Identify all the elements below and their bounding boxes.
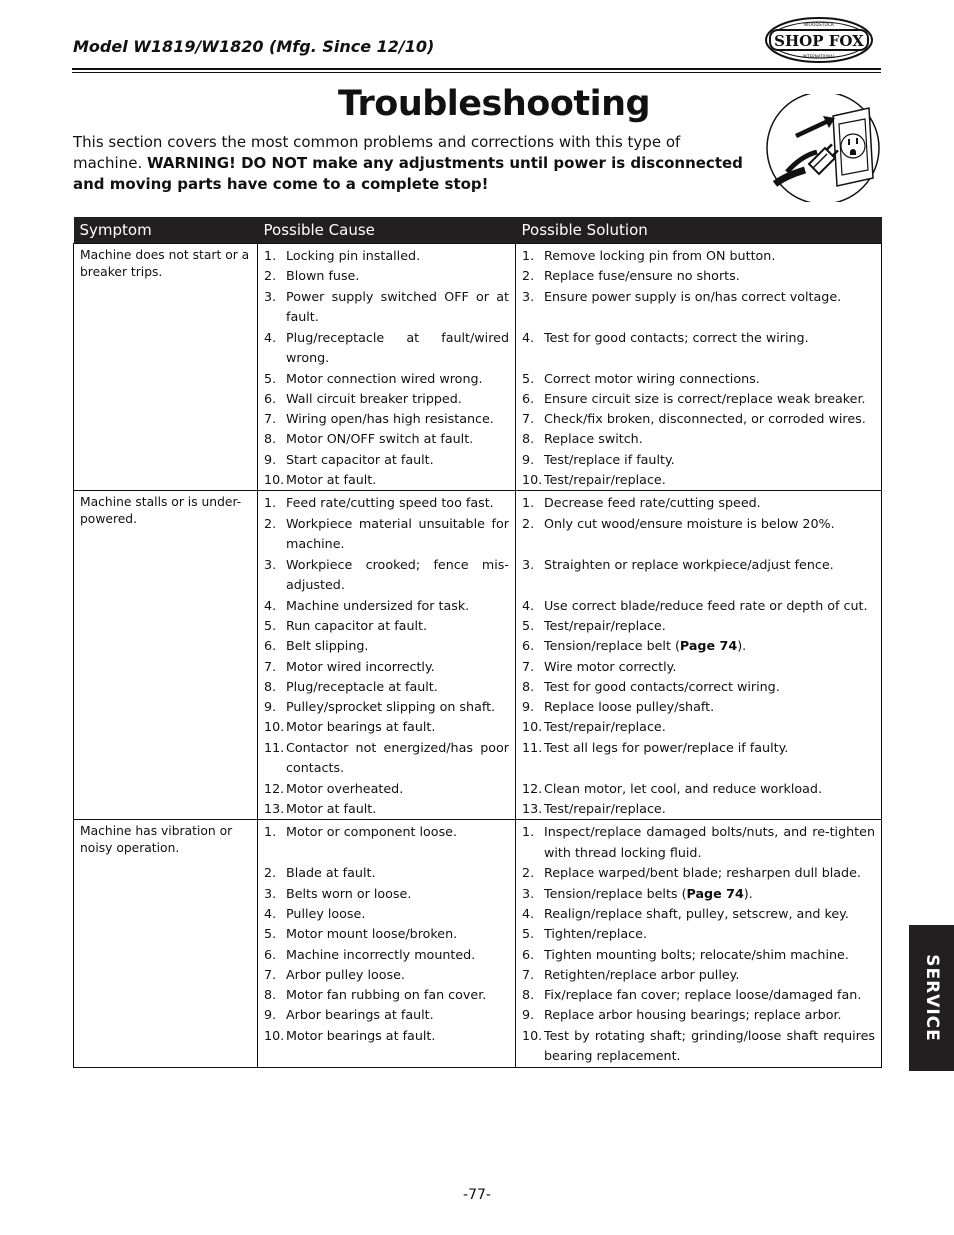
cause-list [264, 822, 509, 1066]
item-text: Pulley loose. [286, 905, 366, 921]
item-text: Test/replace if faulty. [544, 451, 675, 467]
cause-item [264, 738, 509, 779]
solution-list [522, 493, 875, 819]
cause-item [264, 514, 509, 555]
item-text: Test/repair/replace. [544, 472, 666, 488]
solution-item [522, 884, 875, 904]
item-number: 1. [522, 495, 535, 511]
cause-item [264, 555, 509, 596]
solution-item [522, 450, 875, 470]
cause-item [264, 965, 509, 985]
cause-item [264, 596, 509, 616]
item-text: Ensure circuit size is correct/replace weak breaker. [544, 390, 866, 406]
item-number: 13. [522, 801, 543, 817]
item-text: Motor bearings at fault. [286, 1027, 436, 1043]
item-text: Motor wired incorrectly. [286, 658, 435, 674]
solution-item [522, 945, 875, 965]
solution-list [522, 822, 875, 1066]
item-text: Check/fix broken, disconnected, or corroded wires. [544, 411, 866, 427]
item-text: Arbor bearings at fault. [286, 1007, 434, 1023]
solution-item [522, 409, 875, 429]
item-number: 5. [264, 370, 277, 386]
item-text: Motor connection wired wrong. [286, 370, 483, 386]
table-row [74, 491, 882, 820]
svg-text:INTERNATIONAL: INTERNATIONAL [802, 54, 836, 59]
cause-item [264, 697, 509, 717]
item-number: 5. [264, 926, 277, 942]
solution-item [522, 717, 875, 737]
item-number: 4. [522, 329, 535, 345]
cause-item [264, 616, 509, 636]
cause-item [264, 924, 509, 944]
cause-item [264, 822, 509, 863]
item-text: Workpiece material unsuitable for machine. [286, 515, 509, 551]
cause-item [264, 389, 509, 409]
header-symptom: Symptom [74, 217, 258, 244]
item-number: 9. [264, 451, 277, 467]
item-text: Use correct blade/reduce feed rate or depth of cut. [544, 597, 868, 613]
troubleshooting-table [73, 217, 882, 1068]
solution-list [522, 246, 875, 490]
item-number: 5. [264, 617, 277, 633]
solution-item [522, 924, 875, 944]
table-row [74, 244, 882, 491]
item-text: Machine incorrectly mounted. [286, 946, 476, 962]
item-number: 9. [522, 1007, 535, 1023]
item-number: 2. [264, 268, 277, 284]
cause-item [264, 1005, 509, 1025]
solution-item [522, 246, 875, 266]
item-text: Fix/replace fan cover; replace loose/damaged fan. [544, 987, 862, 1003]
item-text: Motor fan rubbing on fan cover. [286, 987, 487, 1003]
item-number: 3. [522, 885, 535, 901]
item-text: Belt slipping. [286, 638, 369, 654]
service-tab [909, 925, 954, 1071]
item-number: 7. [264, 411, 277, 427]
intro-text: This section covers the most common problems and corrections with this type of machine. [73, 133, 681, 172]
item-number: 6. [264, 638, 277, 654]
item-number: 10. [522, 719, 543, 735]
cause-item [264, 246, 509, 266]
item-number: 9. [522, 699, 535, 715]
item-number: 6. [264, 390, 277, 406]
item-number: 3. [264, 556, 277, 572]
intro-warning: WARNING! DO NOT make any adjustments until power is disconnected and moving parts have come to a complete stop! [73, 154, 743, 193]
item-text: Ensure power supply is on/has correct voltage. [544, 288, 842, 304]
cause-item [264, 369, 509, 389]
solution-cell [516, 820, 882, 1067]
solution-item [522, 514, 875, 555]
item-text: Blown fuse. [286, 268, 360, 284]
item-number: 1. [264, 824, 277, 840]
cause-item [264, 799, 509, 819]
item-text: Arbor pulley loose. [286, 966, 405, 982]
item-text: Workpiece crooked; fence mis-adjusted. [286, 556, 509, 592]
cause-item [264, 266, 509, 286]
item-number: 8. [522, 431, 535, 447]
symptom-cell: Machine does not start or a breaker trips. [74, 244, 258, 491]
item-text: Contactor not energized/has poor contacts. [286, 739, 509, 776]
item-text: Motor ON/OFF switch at fault. [286, 431, 474, 447]
item-text: Straighten or replace workpiece/adjust fence. [544, 556, 834, 572]
solution-cell [516, 491, 882, 820]
cause-item [264, 328, 509, 369]
item-number: 10. [264, 472, 285, 488]
cause-item [264, 677, 509, 697]
page-title: Troubleshooting [338, 84, 651, 124]
item-text: Tension/replace belt (Page 74). [544, 638, 747, 654]
shop-fox-logo [764, 16, 874, 64]
item-number: 11. [264, 739, 285, 755]
cause-cell [258, 491, 516, 820]
item-text: Wiring open/has high resistance. [286, 411, 494, 427]
item-text: Remove locking pin from ON button. [544, 248, 776, 263]
item-text: Belts worn or loose. [286, 885, 412, 901]
item-text: Motor overheated. [286, 780, 404, 796]
item-number: 6. [264, 946, 277, 962]
item-text: Motor mount loose/broken. [286, 926, 458, 942]
item-number: 4. [522, 597, 535, 613]
svg-text:WOODSTOCK: WOODSTOCK [803, 23, 835, 28]
model-header: Model W1819/W1820 (Mfg. Since 12/10) [73, 37, 435, 56]
cause-item [264, 884, 509, 904]
item-number: 3. [522, 288, 535, 304]
item-number: 10. [522, 472, 543, 488]
cause-item [264, 945, 509, 965]
item-number: 7. [522, 658, 535, 674]
item-number: 10. [522, 1027, 543, 1043]
item-number: 7. [522, 411, 535, 427]
item-number: 2. [522, 865, 535, 881]
solution-item [522, 799, 875, 819]
item-text: Replace warped/bent blade; resharpen dull blade. [544, 865, 861, 881]
item-number: 9. [522, 451, 535, 467]
item-number: 9. [264, 1007, 277, 1023]
item-number: 1. [264, 248, 277, 263]
item-number: 10. [264, 719, 285, 735]
item-text: Power supply switched OFF or at fault. [286, 288, 509, 324]
item-text: Plug/receptacle at fault/wired wrong. [286, 329, 509, 365]
item-text: Motor bearings at fault. [286, 719, 436, 735]
item-text: Run capacitor at fault. [286, 617, 428, 633]
solution-item [522, 287, 875, 328]
item-text: Tension/replace belts (Page 74). [544, 885, 753, 901]
cause-item [264, 493, 509, 513]
item-text: Feed rate/cutting speed too fast. [286, 495, 494, 511]
header-rule-thin [72, 72, 881, 73]
solution-item [522, 677, 875, 697]
item-text: Replace arbor housing bearings; replace arbor. [544, 1007, 842, 1023]
item-number: 8. [522, 987, 535, 1003]
header-rule [72, 68, 881, 70]
item-text: Motor or component loose. [286, 824, 458, 840]
item-number: 2. [522, 268, 535, 284]
solution-item [522, 636, 875, 656]
symptom-cell: Machine stalls or is under-powered. [74, 491, 258, 820]
item-text: Replace loose pulley/shaft. [544, 699, 715, 715]
page-number: -77- [463, 1187, 491, 1203]
solution-item [522, 470, 875, 490]
item-text: Wall circuit breaker tripped. [286, 390, 462, 406]
item-text: Test all legs for power/replace if faulty. [544, 739, 789, 755]
svg-text:SHOP FOX: SHOP FOX [774, 32, 864, 50]
item-text: Decrease feed rate/cutting speed. [544, 495, 761, 511]
item-number: 8. [264, 678, 277, 694]
header-solution: Possible Solution [516, 217, 882, 244]
item-number: 10. [264, 1027, 285, 1043]
item-number: 4. [264, 329, 277, 345]
solution-item [522, 493, 875, 513]
cause-item [264, 717, 509, 737]
cause-item [264, 657, 509, 677]
item-text: Clean motor, let cool, and reduce workload. [544, 780, 823, 796]
symptom-cell: Machine has vibration or noisy operation. [74, 820, 258, 1067]
item-number: 4. [522, 905, 535, 921]
cause-list [264, 246, 509, 490]
item-text: Test for good contacts/correct wiring. [544, 678, 780, 694]
item-text: Machine undersized for task. [286, 597, 470, 613]
item-number: 13. [264, 801, 285, 817]
table-row [74, 820, 882, 1067]
item-text: Retighten/replace arbor pulley. [544, 966, 740, 982]
solution-item [522, 985, 875, 1005]
item-text: Start capacitor at fault. [286, 451, 434, 467]
solution-item [522, 965, 875, 985]
item-number: 8. [522, 678, 535, 694]
solution-item [522, 266, 875, 286]
item-text: Tighten/replace. [544, 926, 647, 942]
item-number: 3. [264, 885, 277, 901]
item-number: 2. [264, 865, 277, 881]
solution-item [522, 389, 875, 409]
item-number: 7. [264, 966, 277, 982]
solution-cell [516, 244, 882, 491]
solution-item [522, 863, 875, 883]
item-number: 2. [264, 515, 277, 531]
solution-item [522, 616, 875, 636]
cause-item [264, 470, 509, 490]
solution-item [522, 657, 875, 677]
cause-item [264, 287, 509, 328]
table-header-row [74, 217, 882, 244]
cause-list [264, 493, 509, 819]
item-number: 6. [522, 390, 535, 406]
item-text: Blade at fault. [286, 865, 376, 881]
item-number: 7. [264, 658, 277, 674]
item-text: Tighten mounting bolts; relocate/shim machine. [544, 946, 849, 962]
item-number: 3. [522, 556, 535, 572]
item-text: Pulley/sprocket slipping on shaft. [286, 699, 496, 715]
cause-item [264, 636, 509, 656]
item-number: 5. [522, 617, 535, 633]
solution-item [522, 555, 875, 596]
cause-item [264, 985, 509, 1005]
item-text: Realign/replace shaft, pulley, setscrew, and key. [544, 905, 849, 921]
solution-item [522, 738, 875, 779]
item-text: Motor at fault. [286, 801, 377, 817]
item-number: 4. [264, 597, 277, 613]
item-number: 1. [522, 824, 535, 840]
item-text: Correct motor wiring connections. [544, 370, 760, 386]
cause-item [264, 450, 509, 470]
cause-cell [258, 820, 516, 1067]
item-text: Test/repair/replace. [544, 617, 666, 633]
item-text: Only cut wood/ensure moisture is below 20%. [544, 515, 835, 531]
solution-item [522, 822, 875, 863]
item-text: Test/repair/replace. [544, 719, 666, 735]
item-number: 5. [522, 370, 535, 386]
item-number: 4. [264, 905, 277, 921]
solution-item [522, 697, 875, 717]
item-text: Replace fuse/ensure no shorts. [544, 268, 740, 284]
item-text: Replace switch. [544, 431, 643, 447]
solution-item [522, 369, 875, 389]
item-text: Locking pin installed. [286, 248, 421, 263]
cause-item [264, 1026, 509, 1067]
item-number: 6. [522, 638, 535, 654]
cause-item [264, 779, 509, 799]
item-text: Wire motor correctly. [544, 658, 677, 674]
item-number: 7. [522, 966, 535, 982]
cause-cell [258, 244, 516, 491]
item-text: Inspect/replace damaged bolts/nuts, and re-tighten with thread locking fluid. [544, 824, 875, 860]
item-number: 12. [264, 780, 285, 796]
item-number: 6. [522, 946, 535, 962]
item-text: Plug/receptacle at fault. [286, 678, 438, 694]
solution-item [522, 1005, 875, 1025]
service-tab-label: SERVICE [921, 954, 942, 1042]
item-number: 9. [264, 699, 277, 715]
table-body [74, 244, 882, 1068]
header-cause: Possible Cause [258, 217, 516, 244]
intro-paragraph [73, 132, 753, 195]
item-text: Test for good contacts; correct the wiring. [544, 329, 809, 345]
item-text: Motor at fault. [286, 472, 377, 488]
cause-item [264, 863, 509, 883]
item-number: 3. [264, 288, 277, 304]
item-number: 8. [264, 987, 277, 1003]
cause-item [264, 904, 509, 924]
solution-item [522, 596, 875, 616]
unplug-power-icon [765, 94, 881, 202]
item-text: Test/repair/replace. [544, 801, 666, 817]
solution-item [522, 1026, 875, 1067]
item-number: 12. [522, 780, 543, 796]
solution-item [522, 328, 875, 369]
solution-item [522, 429, 875, 449]
solution-item [522, 779, 875, 799]
item-text: Test by rotating shaft; grinding/loose shaft requires bearing replacement. [544, 1027, 875, 1064]
item-number: 1. [264, 495, 277, 511]
cause-item [264, 429, 509, 449]
item-number: 2. [522, 515, 535, 531]
item-number: 8. [264, 431, 277, 447]
item-number: 1. [522, 248, 535, 263]
item-number: 5. [522, 926, 535, 942]
item-number: 11. [522, 739, 543, 755]
cause-item [264, 409, 509, 429]
solution-item [522, 904, 875, 924]
